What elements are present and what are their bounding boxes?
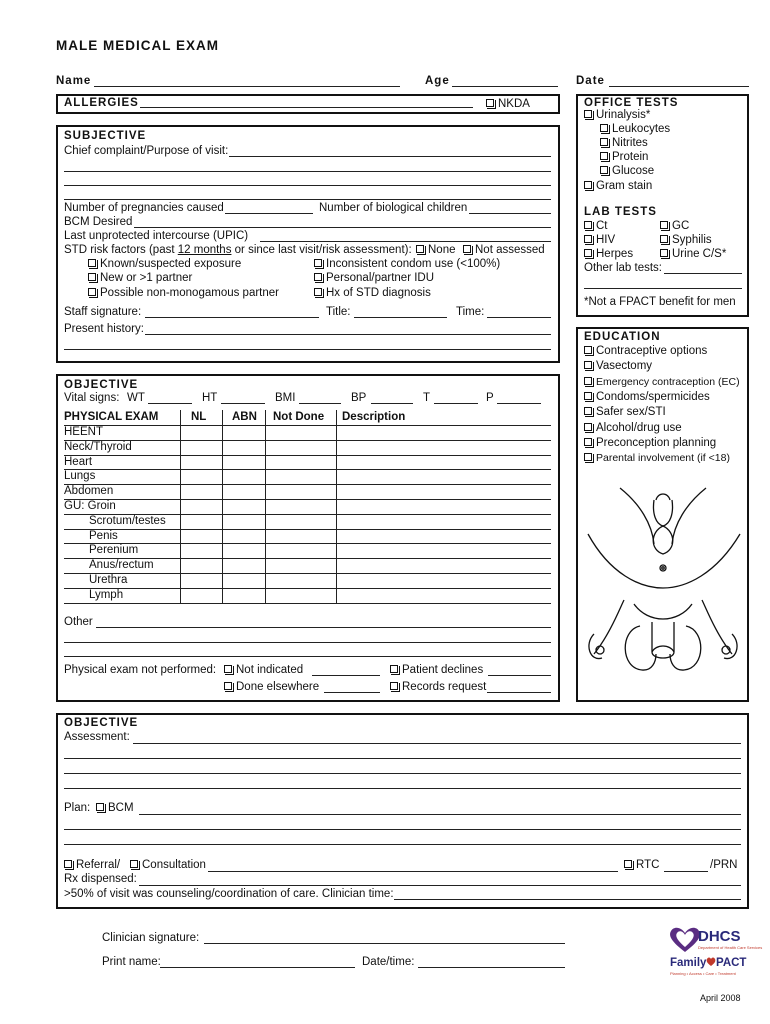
objective-heading: OBJECTIVE [64,379,139,391]
pe-row-label: HEENT [64,426,103,438]
pe-col-header: Description [342,411,406,423]
checkbox-icon [314,288,322,296]
office-tests-heading: OFFICE TESTS [584,97,679,109]
np-not-indicated[interactable]: Not indicated [224,664,303,676]
nitrites-checkbox[interactable]: Nitrites [600,137,648,149]
pe-col-header: Not Done [273,411,325,423]
lab-syphilis-checkbox[interactable]: Syphilis [660,234,712,246]
checkbox-icon [584,346,592,354]
checkbox-icon [416,245,424,253]
other-lab-tests-field[interactable] [664,273,742,274]
male-anatomy-diagram [580,484,746,696]
checkbox-icon [584,392,592,400]
checkbox-icon [584,249,592,257]
plan-field[interactable] [139,814,741,815]
rx-dispensed-label: Rx dispensed: [64,873,137,885]
checkbox-icon [88,288,96,296]
lab-herpes-checkbox[interactable]: Herpes [584,248,633,260]
table-row[interactable] [64,469,551,470]
pe-row-label: Anus/rectum [89,559,154,572]
checkbox-icon [600,138,608,146]
checkbox-icon [660,221,668,229]
vitals-label: Vital signs: [64,392,120,404]
np-patient-declines-field[interactable] [488,675,551,676]
age-label: Age [425,75,450,87]
other-line-3[interactable] [64,656,551,657]
pe-row-label: Neck/Thyroid [64,440,132,453]
vital-ht-field[interactable] [221,403,265,404]
checkbox-icon [390,682,398,690]
table-row[interactable] [64,588,551,589]
checkbox-icon [64,860,72,868]
bcm-label: BCM Desired [64,216,133,228]
plan-line-2[interactable] [64,829,741,830]
date-field[interactable] [609,86,749,87]
pregnancies-label: Number of pregnancies caused [64,202,224,214]
allergies-label: ALLERGIES [64,97,139,109]
checkbox-icon [88,259,96,267]
checkbox-icon [584,423,592,431]
risk-inconsistent-condom[interactable]: Inconsistent condom use (<100%) [314,258,500,270]
lab-tests-heading: LAB TESTS [584,206,657,218]
small-heart-icon [706,957,716,967]
vital-wt-label: WT [127,392,145,404]
table-row[interactable] [64,529,551,530]
pe-column-divider [336,410,337,603]
assessment-heading: OBJECTIVE [64,717,139,729]
pe-row-label: Penis [89,529,118,542]
pe-col-header: ABN [232,411,257,423]
datetime-label: Date/time: [362,956,415,968]
lab-urine-cs-checkbox[interactable]: Urine C/S* [660,248,726,260]
upic-field[interactable] [260,241,551,242]
objective-box [56,374,560,702]
logo-family-text: Family [670,957,707,969]
assessment-line-3[interactable] [64,773,741,774]
chief-line-2[interactable] [64,171,551,172]
title-field[interactable] [354,317,447,318]
pe-row-label: Heart [64,455,93,468]
table-row[interactable] [64,499,551,500]
staff-sig-field[interactable] [145,317,319,318]
pregnancies-field[interactable] [225,213,313,214]
chief-line-4[interactable] [64,199,551,200]
staff-sig-label: Staff signature: [64,306,142,318]
plan-label: Plan: [64,802,91,814]
pe-row-label: Lungs [64,470,96,483]
table-row[interactable] [64,455,551,456]
referral-field[interactable] [208,871,618,872]
chief-label: Chief complaint/Purpose of visit: [64,145,229,157]
table-row[interactable] [64,573,551,574]
revision-date: April 2008 [700,993,741,1003]
vital-bp-field[interactable] [371,403,413,404]
perineum-view-icon [588,488,740,588]
other-lab-tests-line-2[interactable] [584,288,742,289]
logo-pact-text: PACT [716,957,747,969]
time-field[interactable] [487,317,551,318]
logo-dept-text: Department of Health Care Services [698,945,763,950]
vital-t-label: T [423,392,431,404]
pe-column-divider [222,410,223,603]
checkbox-icon [584,181,592,189]
other-lab-tests-label: Other lab tests: [584,262,662,274]
none-checkbox[interactable]: None [416,244,456,256]
other-line-2[interactable] [64,642,551,643]
age-field[interactable] [452,86,558,87]
checkbox-icon [584,110,592,118]
assessment-line-4[interactable] [64,788,741,789]
education-item[interactable]: Contraceptive options [584,345,707,357]
checkbox-icon [463,245,471,253]
name-label: Name [56,75,92,87]
np-done-elsewhere[interactable]: Done elsewhere [224,681,319,693]
checkbox-icon [584,407,592,415]
pe-row-label: Scrotum/testes [89,514,166,527]
bio-children-label: Number of biological children [319,202,468,214]
chief-line-3[interactable] [64,185,551,186]
leukocytes-checkbox[interactable]: Leukocytes [600,123,670,135]
name-field[interactable] [94,86,400,87]
vital-t-field[interactable] [434,403,478,404]
prn-label: /PRN [710,859,738,871]
frontal-view-icon [589,600,737,670]
checkbox-icon [96,803,104,811]
not-assessed-checkbox[interactable]: Not assessed [463,244,545,256]
assessment-line-2[interactable] [64,758,741,759]
checkbox-icon [600,124,608,132]
checkbox-icon [314,273,322,281]
pe-row-label: GU: Groin [64,500,116,512]
bcm-field[interactable] [134,227,551,228]
pe-col-header: PHYSICAL EXAM [64,411,159,423]
np-done-elsewhere-field[interactable] [324,692,380,693]
np-records-request[interactable]: Records request [390,681,486,693]
other-field[interactable] [96,627,551,628]
clinician-sig-label: Clinician signature: [102,932,200,944]
checkbox-icon [314,259,322,267]
bio-children-field[interactable] [469,213,551,214]
lab-hiv-checkbox[interactable]: HIV [584,234,615,246]
checkbox-icon [486,99,494,107]
vital-bmi-field[interactable] [299,403,341,404]
logo-dhcs-text: DHCS [698,928,741,945]
title-label: Title: [326,306,351,318]
subjective-heading: SUBJECTIVE [64,130,147,142]
clinician-time-field[interactable] [394,899,741,900]
fpact-note: *Not a FPACT benefit for men [584,296,736,308]
checkbox-icon [600,166,608,174]
checkbox-icon [224,682,232,690]
std-risk-label: STD risk factors (past 12 months or since last visit/risk assessment): [64,244,412,256]
vital-wt-field[interactable] [148,403,192,404]
vital-ht-label: HT [202,392,218,404]
gram-stain-checkbox[interactable]: Gram stain [584,180,652,192]
checkbox-icon [584,438,592,446]
checkbox-icon [224,665,232,673]
clinician-sig-field[interactable] [204,943,565,944]
plan-bcm-checkbox[interactable]: BCM [96,802,134,814]
table-row[interactable] [64,484,551,485]
present-history-line-2[interactable] [64,349,551,350]
risk-idu[interactable]: Personal/partner IDU [314,272,434,284]
plan-line-3[interactable] [64,844,741,845]
education-item[interactable]: Vasectomy [584,360,652,372]
checkbox-icon [584,235,592,243]
checkbox-icon [600,152,608,160]
present-history-label: Present history: [64,323,144,335]
education-heading: EDUCATION [584,331,661,343]
print-name-field[interactable] [160,967,355,968]
checkbox-icon [584,361,592,369]
vital-p-field[interactable] [497,403,541,404]
education-item[interactable]: Parental involvement (if <18) [584,452,730,464]
vital-bp-label: BP [351,392,367,404]
glucose-checkbox[interactable]: Glucose [600,165,654,177]
lab-ct-checkbox[interactable]: Ct [584,220,608,232]
print-name-label: Print name: [102,956,161,968]
education-item[interactable]: Condoms/spermicides [584,391,710,403]
protein-checkbox[interactable]: Protein [600,151,648,163]
education-item[interactable]: Preconception planning [584,437,716,449]
not-performed-label: Physical exam not performed: [64,664,217,676]
checkbox-icon [584,377,592,385]
referral-checkbox[interactable]: Referral/ [64,859,120,871]
rtc-checkbox[interactable]: RTC [624,859,659,871]
checkbox-icon [130,860,138,868]
checkbox-icon [390,665,398,673]
checkbox-icon [660,235,668,243]
checkbox-icon [88,273,96,281]
np-patient-declines[interactable]: Patient declines [390,664,483,676]
np-not-indicated-field[interactable] [312,675,380,676]
risk-known-exposure[interactable]: Known/suspected exposure [88,258,241,270]
assessment-field[interactable] [133,743,741,744]
pe-col-header: NL [191,411,207,423]
counseling-label: >50% of visit was counseling/coordination of care. Clinician time: [64,888,394,900]
consultation-checkbox[interactable]: Consultation [130,859,206,871]
risk-new-partner[interactable]: New or >1 partner [88,272,192,284]
pe-column-divider [180,410,181,603]
education-item[interactable]: Alcohol/drug use [584,422,682,434]
dhcs-fpact-logo [668,926,763,980]
allergies-field[interactable] [140,107,473,108]
np-records-request-field[interactable] [487,692,551,693]
urinalysis-checkbox[interactable]: Urinalysis* [584,109,650,121]
upic-label: Last unprotected intercourse (UPIC) [64,230,249,242]
checkbox-icon [584,453,592,461]
time-label: Time: [456,306,485,318]
checkbox-icon [624,860,632,868]
vital-p-label: P [486,392,494,404]
pe-column-divider [265,410,266,603]
rtc-field[interactable] [664,871,708,872]
pe-row-label: Lymph [89,588,124,601]
other-label: Other [64,616,93,628]
vital-bmi-label: BMI [275,392,296,404]
checkbox-icon [584,221,592,229]
risk-std-hx[interactable]: Hx of STD diagnosis [314,287,431,299]
heart-logo-icon [668,926,702,954]
present-history-field[interactable] [145,334,551,335]
logo-tagline-text: Planning • Access • Care • Treatment [670,971,736,976]
rx-dispensed-field[interactable] [139,885,741,886]
date-label: Date [576,75,605,87]
page-title: MALE MEDICAL EXAM [56,38,220,53]
pe-row-label: Urethra [89,574,128,586]
education-item[interactable]: Safer sex/STI [584,406,666,418]
pe-header-line [64,425,551,426]
pe-row-label: Abdomen [64,485,114,498]
assessment-label: Assessment: [64,731,130,743]
chief-field[interactable] [229,156,551,157]
table-row[interactable] [64,603,551,604]
risk-non-monogamous[interactable]: Possible non-monogamous partner [88,287,279,299]
education-item[interactable]: Emergency contraception (EC) [584,376,740,388]
lab-gc-checkbox[interactable]: GC [660,220,689,232]
nkda-checkbox[interactable]: NKDA [486,98,530,110]
checkbox-icon [660,249,668,257]
datetime-field[interactable] [418,967,565,968]
table-row[interactable] [64,440,551,441]
pe-row-label: Perenium [89,544,139,557]
